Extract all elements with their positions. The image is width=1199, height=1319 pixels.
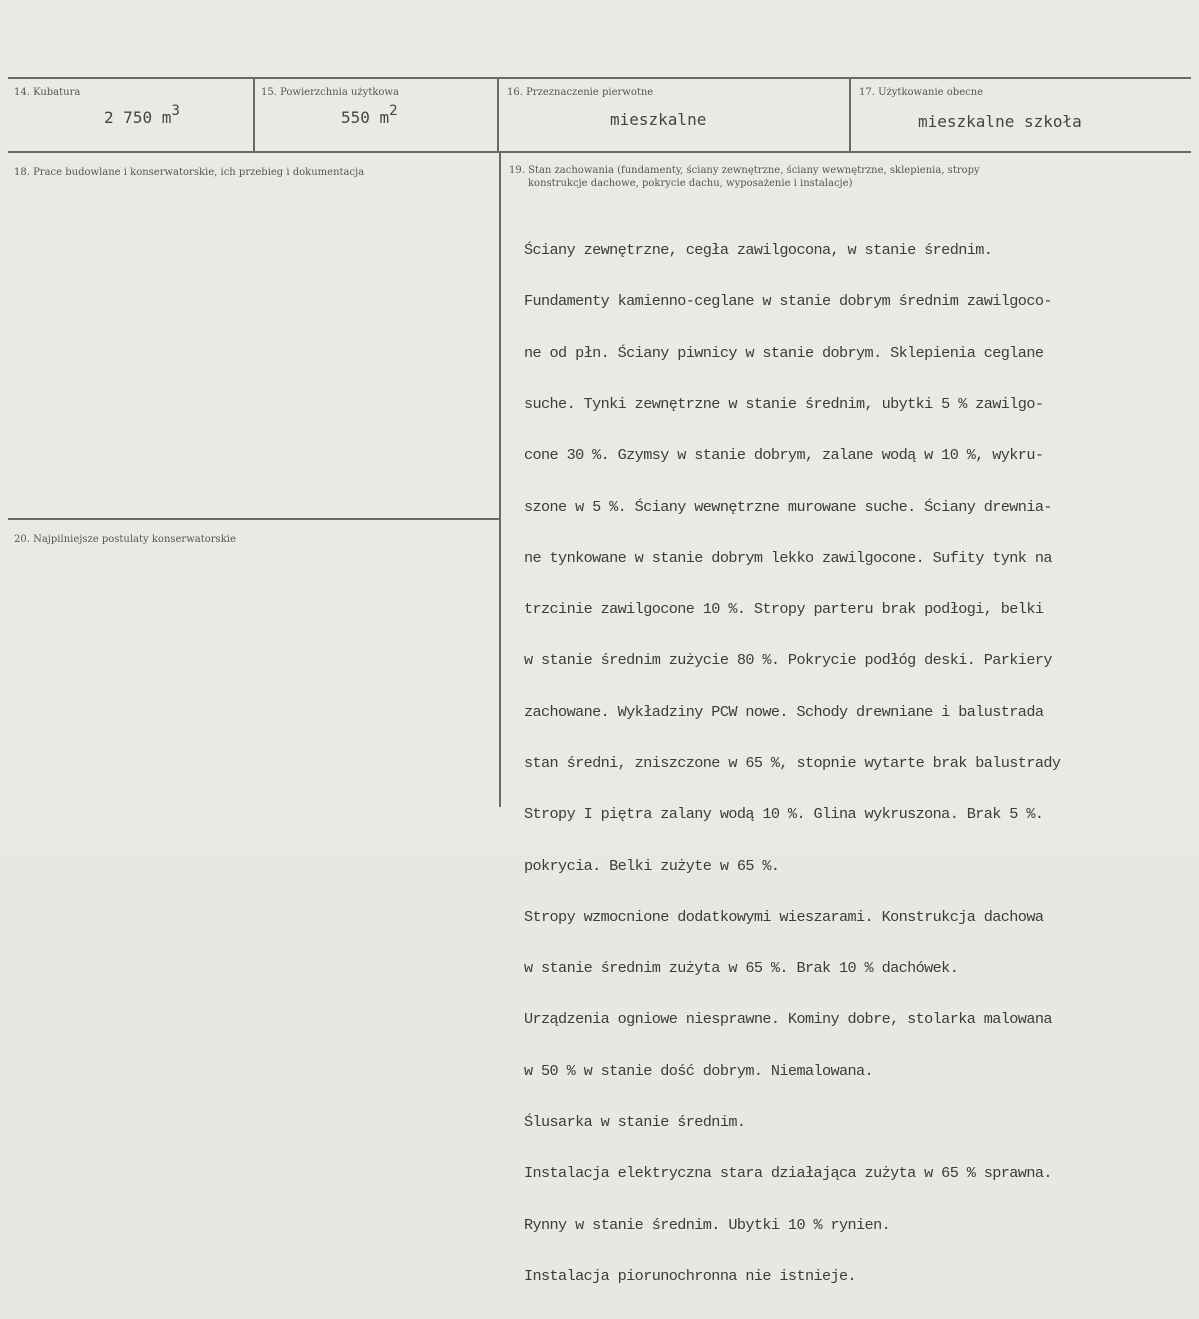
stan-label-line2: konstrukcje dachowe, pokrycie dachu, wyposażenie i instalacje)	[528, 178, 853, 189]
kubatura-value	[104, 103, 180, 127]
stan-line: pokrycia. Belki zużyte w 65 %.	[524, 856, 780, 875]
top-rule	[8, 77, 1191, 79]
stan-line: trzcinie zawilgocone 10 %. Stropy parteru brak podłogi, belki	[524, 600, 1044, 619]
divider-15-16	[497, 78, 499, 152]
postulaty-label: 20. Najpilniejsze postulaty konserwatorskie	[14, 534, 236, 545]
stan-typed-text	[524, 208, 1060, 1319]
stan-line: cone 30 %. Gzymsy w stanie dobrym, zalane wodą w 10 %, wykru-	[524, 446, 1044, 465]
divider-14-15	[253, 78, 255, 152]
stan-line: szone w 5 %. Ściany wewnętrzne murowane suche. Ściany drewnia-	[524, 497, 1052, 516]
kubatura-unit-exponent: 3	[171, 103, 180, 119]
przeznaczenie-value: mieszkalne	[610, 110, 707, 129]
stan-line: w stanie średnim zużycie 80 %. Pokrycie podłóg deski. Parkiery	[524, 651, 1052, 670]
stan-line: Urządzenia ogniowe niesprawne. Kominy dobre, stolarka malowana	[524, 1010, 1052, 1029]
powierzchnia-unit-exponent: 2	[389, 103, 398, 119]
stan-line: zachowane. Wykładziny PCW nowe. Schody drewniane i balustrada	[524, 702, 1044, 721]
kubatura-number: 2 750 m	[104, 108, 172, 127]
stan-line: suche. Tynki zewnętrzne w stanie średnim, ubytki 5 % zawilgo-	[524, 395, 1044, 414]
powierzchnia-number: 550 m	[341, 108, 390, 127]
stan-line: ne od płn. Ściany piwnicy w stanie dobrym. Sklepienia ceglane	[524, 343, 1044, 362]
uzytkowanie-value: mieszkalne szkoła	[918, 112, 1082, 131]
stan-line: Instalacja elektryczna stara działająca zużyta w 65 % sprawna.	[524, 1164, 1052, 1183]
stan-line: ne tynkowane w stanie dobrym lekko zawilgocone. Sufity tynk na	[524, 548, 1052, 567]
powierzchnia-label: 15. Powierzchnia użytkowa	[261, 87, 399, 98]
row-rule	[8, 151, 1191, 153]
stan-line: Instalacja piorunochronna nie istnieje.	[524, 1266, 857, 1285]
column-divider	[499, 152, 501, 807]
stan-line: Stropy wzmocnione dodatkowymi wieszarami. Konstrukcja dachowa	[524, 907, 1044, 926]
przeznaczenie-label: 16. Przeznaczenie pierwotne	[507, 87, 654, 98]
stan-line: Ściany zewnętrzne, cegła zawilgocona, w stanie średnim.	[524, 241, 993, 260]
stan-line: w stanie średnim zużyta w 65 %. Brak 10 % dachówek.	[524, 959, 959, 978]
powierzchnia-value	[341, 103, 398, 127]
divider-16-17	[849, 78, 851, 152]
left-section-rule	[8, 518, 499, 520]
stan-line: stan średni, zniszczone w 65 %, stopnie wytarte brak balustrady	[524, 754, 1061, 772]
stan-line: Stropy I piętra zalany wodą 10 %. Glina wykruszona. Brak 5 %.	[524, 805, 1044, 824]
kubatura-label: 14. Kubatura	[14, 87, 81, 98]
stan-line: Rynny w stanie średnim. Ubytki 10 % rynien.	[524, 1215, 891, 1234]
uzytkowanie-label: 17. Użytkowanie obecne	[859, 87, 984, 98]
stan-line: Fundamenty kamienno-ceglane w stanie dobrym średnim zawilgoco-	[524, 292, 1052, 311]
prace-label: 18. Prace budowlane i konserwatorskie, ich przebieg i dokumentacja	[14, 167, 365, 178]
stan-label-line1: 19. Stan zachowania (fundamenty, ściany zewnętrzne, ściany wewnętrzne, sklepienia, stropy	[509, 165, 980, 176]
stan-line: Ślusarka w stanie średnim.	[524, 1112, 746, 1131]
stan-line: w 50 % w stanie dość dobrym. Niemalowana.	[524, 1061, 874, 1080]
